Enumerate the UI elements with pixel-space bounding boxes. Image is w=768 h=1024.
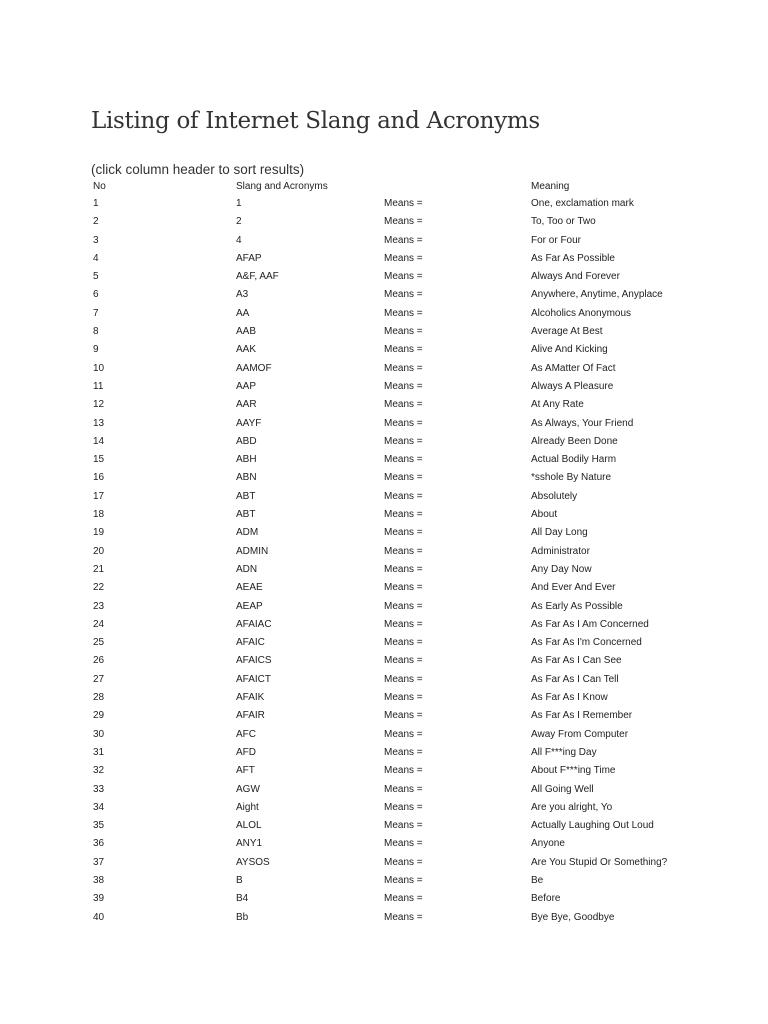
table-row xyxy=(93,671,731,689)
cell-meaning: Average At Best xyxy=(531,326,603,338)
cell-means: Means = xyxy=(384,582,423,594)
cell-means: Means = xyxy=(384,618,423,630)
cell-meaning: All F***ing Day xyxy=(531,746,597,758)
cell-slang: A&F, AAF xyxy=(236,271,279,283)
cell-meaning: Alcoholics Anonymous xyxy=(531,307,632,319)
cell-means: Means = xyxy=(384,435,423,447)
column-header-no[interactable]: No xyxy=(93,181,106,192)
cell-meaning: As Far As I Can See xyxy=(531,655,622,667)
cell-means: Means = xyxy=(384,509,423,521)
cell-meaning: To, Too or Two xyxy=(531,216,596,228)
cell-slang: Aight xyxy=(236,801,259,813)
cell-no: 12 xyxy=(93,399,105,411)
table-row xyxy=(93,524,731,542)
cell-slang: AEAE xyxy=(236,582,263,594)
sort-hint: (click column header to sort results) xyxy=(91,162,305,177)
table-row xyxy=(93,250,731,268)
cell-means: Means = xyxy=(384,380,423,392)
cell-no: 25 xyxy=(93,637,105,649)
cell-no: 9 xyxy=(93,344,99,356)
cell-slang: AAB xyxy=(236,326,257,338)
cell-slang: AFD xyxy=(236,746,256,758)
cell-meaning: All Going Well xyxy=(531,783,594,795)
page-title: Listing of Internet Slang and Acronyms xyxy=(91,108,540,134)
cell-no: 39 xyxy=(93,893,105,905)
cell-means: Means = xyxy=(384,362,423,374)
table-row xyxy=(93,872,731,890)
cell-slang: AFT xyxy=(236,765,255,777)
cell-meaning: As Far As I Remember xyxy=(531,710,633,722)
table-header-row xyxy=(93,178,731,195)
cell-means: Means = xyxy=(384,198,423,209)
cell-slang: ANY1 xyxy=(236,838,263,850)
cell-meaning: As Far As I Know xyxy=(531,692,608,704)
table-row xyxy=(93,506,731,524)
slang-table xyxy=(93,178,731,927)
cell-meaning: Any Day Now xyxy=(531,563,592,575)
cell-slang: AFAICT xyxy=(236,673,272,685)
cell-meaning: Anyone xyxy=(531,838,565,850)
cell-meaning: Actual Bodily Harm xyxy=(531,454,617,466)
table-row xyxy=(93,817,731,835)
cell-slang: AFAICS xyxy=(236,655,272,667)
table-row xyxy=(93,469,731,487)
cell-slang: AFAP xyxy=(236,252,262,264)
cell-slang: AAR xyxy=(236,399,257,411)
cell-no: 38 xyxy=(93,874,105,886)
table-row xyxy=(93,341,731,359)
cell-slang: ALOL xyxy=(236,820,262,832)
table-row xyxy=(93,689,731,707)
cell-no: 7 xyxy=(93,307,99,319)
cell-no: 31 xyxy=(93,746,105,758)
cell-means: Means = xyxy=(384,326,423,338)
cell-means: Means = xyxy=(384,655,423,667)
table-row xyxy=(93,213,731,231)
column-header-slang[interactable]: Slang and Acronyms xyxy=(236,181,328,192)
cell-no: 8 xyxy=(93,326,99,338)
cell-meaning: At Any Rate xyxy=(531,399,584,411)
cell-meaning: Bye Bye, Goodbye xyxy=(531,911,615,923)
cell-meaning: Away From Computer xyxy=(531,728,629,740)
cell-no: 10 xyxy=(93,362,105,374)
cell-meaning: *sshole By Nature xyxy=(531,472,612,484)
cell-means: Means = xyxy=(384,527,423,539)
cell-meaning: Before xyxy=(531,893,561,905)
cell-slang: ADM xyxy=(236,527,259,539)
table-row xyxy=(93,781,731,799)
cell-means: Means = xyxy=(384,307,423,319)
cell-no: 35 xyxy=(93,820,105,832)
table-row xyxy=(93,835,731,853)
table-row xyxy=(93,323,731,341)
table-row xyxy=(93,726,731,744)
cell-no: 11 xyxy=(93,380,104,392)
table-row xyxy=(93,890,731,908)
cell-means: Means = xyxy=(384,893,423,905)
cell-meaning: As Always, Your Friend xyxy=(531,417,634,429)
cell-slang: B4 xyxy=(236,893,249,905)
cell-meaning: As Far As I Am Concerned xyxy=(531,618,649,630)
table-row xyxy=(93,909,731,927)
cell-meaning: Absolutely xyxy=(531,490,578,502)
cell-no: 1 xyxy=(93,198,99,209)
cell-slang: ABT xyxy=(236,509,256,521)
table-row xyxy=(93,707,731,725)
cell-means: Means = xyxy=(384,490,423,502)
cell-meaning: Anywhere, Anytime, Anyplace xyxy=(531,289,663,301)
cell-means: Means = xyxy=(384,911,423,923)
table-row xyxy=(93,762,731,780)
cell-means: Means = xyxy=(384,399,423,411)
cell-slang: ADN xyxy=(236,563,258,575)
cell-slang: A3 xyxy=(236,289,249,301)
cell-no: 28 xyxy=(93,692,105,704)
cell-no: 26 xyxy=(93,655,105,667)
cell-slang: B xyxy=(236,874,243,886)
cell-meaning: Be xyxy=(531,874,544,886)
table-row xyxy=(93,579,731,597)
cell-no: 3 xyxy=(93,234,99,246)
cell-no: 14 xyxy=(93,435,105,447)
cell-means: Means = xyxy=(384,600,423,612)
cell-no: 19 xyxy=(93,527,105,539)
table-row xyxy=(93,378,731,396)
table-row xyxy=(93,305,731,323)
table-row xyxy=(93,598,731,616)
cell-means: Means = xyxy=(384,545,423,557)
cell-meaning: Are You Stupid Or Something? xyxy=(531,856,668,868)
cell-means: Means = xyxy=(384,271,423,283)
cell-means: Means = xyxy=(384,454,423,466)
cell-means: Means = xyxy=(384,874,423,886)
cell-slang: 4 xyxy=(236,234,242,246)
table-row xyxy=(93,195,731,213)
cell-no: 32 xyxy=(93,765,105,777)
cell-means: Means = xyxy=(384,252,423,264)
cell-means: Means = xyxy=(384,728,423,740)
cell-slang: ABN xyxy=(236,472,257,484)
cell-meaning: As Far As I Can Tell xyxy=(531,673,619,685)
cell-meaning: And Ever And Ever xyxy=(531,582,616,594)
cell-means: Means = xyxy=(384,673,423,685)
cell-slang: AYSOS xyxy=(236,856,270,868)
table-row xyxy=(93,451,731,469)
table-row xyxy=(93,799,731,817)
cell-slang: ADMIN xyxy=(236,545,269,557)
cell-slang: AFAIC xyxy=(236,637,265,649)
cell-no: 17 xyxy=(93,490,105,502)
cell-no: 40 xyxy=(93,911,105,923)
cell-slang: AGW xyxy=(236,783,260,795)
cell-no: 21 xyxy=(93,563,105,575)
cell-meaning: One, exclamation mark xyxy=(531,198,634,209)
column-header-meaning[interactable]: Meaning xyxy=(531,181,570,192)
cell-means: Means = xyxy=(384,838,423,850)
column-header-means[interactable] xyxy=(384,178,531,195)
table-row xyxy=(93,561,731,579)
cell-no: 22 xyxy=(93,582,105,594)
cell-meaning: As Far As I'm Concerned xyxy=(531,637,642,649)
table-row xyxy=(93,360,731,378)
cell-meaning: Already Been Done xyxy=(531,435,618,447)
cell-no: 4 xyxy=(93,252,99,264)
cell-no: 23 xyxy=(93,600,105,612)
cell-meaning: Administrator xyxy=(531,545,590,557)
cell-meaning: For or Four xyxy=(531,234,582,246)
cell-no: 13 xyxy=(93,417,105,429)
cell-means: Means = xyxy=(384,637,423,649)
cell-meaning: Always And Forever xyxy=(531,271,620,283)
table-row xyxy=(93,488,731,506)
cell-means: Means = xyxy=(384,856,423,868)
cell-meaning: As AMatter Of Fact xyxy=(531,362,616,374)
cell-meaning: Always A Pleasure xyxy=(531,380,614,392)
cell-slang: ABT xyxy=(236,490,256,502)
table-row xyxy=(93,268,731,286)
cell-no: 34 xyxy=(93,801,105,813)
table-row xyxy=(93,433,731,451)
cell-no: 16 xyxy=(93,472,105,484)
cell-means: Means = xyxy=(384,563,423,575)
cell-slang: AAP xyxy=(236,380,257,392)
cell-meaning: Actually Laughing Out Loud xyxy=(531,820,654,832)
cell-no: 37 xyxy=(93,856,105,868)
cell-meaning: All Day Long xyxy=(531,527,588,539)
cell-meaning: As Early As Possible xyxy=(531,600,623,612)
cell-slang: AAK xyxy=(236,344,257,356)
cell-no: 18 xyxy=(93,509,105,521)
cell-means: Means = xyxy=(384,234,423,246)
table-row xyxy=(93,652,731,670)
cell-meaning: As Far As Possible xyxy=(531,252,615,264)
table-row xyxy=(93,415,731,433)
table-row xyxy=(93,744,731,762)
cell-no: 27 xyxy=(93,673,105,685)
cell-slang: AAMOF xyxy=(236,362,272,374)
cell-meaning: Are you alright, Yo xyxy=(531,801,613,813)
table-row xyxy=(93,543,731,561)
cell-meaning: About xyxy=(531,509,558,521)
table-row xyxy=(93,232,731,250)
cell-meaning: Alive And Kicking xyxy=(531,344,608,356)
cell-slang: 1 xyxy=(236,198,242,209)
cell-no: 24 xyxy=(93,618,105,630)
cell-no: 2 xyxy=(93,216,99,228)
cell-slang: AFAIAC xyxy=(236,618,272,630)
table-row xyxy=(93,634,731,652)
cell-slang: ABH xyxy=(236,454,257,466)
cell-means: Means = xyxy=(384,801,423,813)
cell-means: Means = xyxy=(384,710,423,722)
cell-means: Means = xyxy=(384,746,423,758)
cell-means: Means = xyxy=(384,783,423,795)
cell-no: 6 xyxy=(93,289,99,301)
cell-slang: ABD xyxy=(236,435,257,447)
table-row xyxy=(93,854,731,872)
table-row xyxy=(93,616,731,634)
cell-slang: AFC xyxy=(236,728,256,740)
table-body xyxy=(93,195,731,927)
cell-means: Means = xyxy=(384,417,423,429)
cell-means: Means = xyxy=(384,289,423,301)
cell-means: Means = xyxy=(384,216,423,228)
cell-no: 36 xyxy=(93,838,105,850)
cell-means: Means = xyxy=(384,692,423,704)
cell-meaning: About F***ing Time xyxy=(531,765,616,777)
cell-slang: 2 xyxy=(236,216,242,228)
cell-slang: Bb xyxy=(236,911,249,923)
cell-slang: AFAIK xyxy=(236,692,265,704)
cell-no: 29 xyxy=(93,710,105,722)
cell-slang: AAYF xyxy=(236,417,262,429)
cell-no: 20 xyxy=(93,545,105,557)
cell-slang: AEAP xyxy=(236,600,263,612)
cell-means: Means = xyxy=(384,765,423,777)
cell-slang: AA xyxy=(236,307,250,319)
cell-means: Means = xyxy=(384,820,423,832)
cell-means: Means = xyxy=(384,344,423,356)
table-row xyxy=(93,396,731,414)
cell-no: 5 xyxy=(93,271,99,283)
cell-no: 33 xyxy=(93,783,105,795)
cell-no: 15 xyxy=(93,454,105,466)
table-row xyxy=(93,286,731,304)
cell-no: 30 xyxy=(93,728,105,740)
cell-means: Means = xyxy=(384,472,423,484)
cell-slang: AFAIR xyxy=(236,710,265,722)
